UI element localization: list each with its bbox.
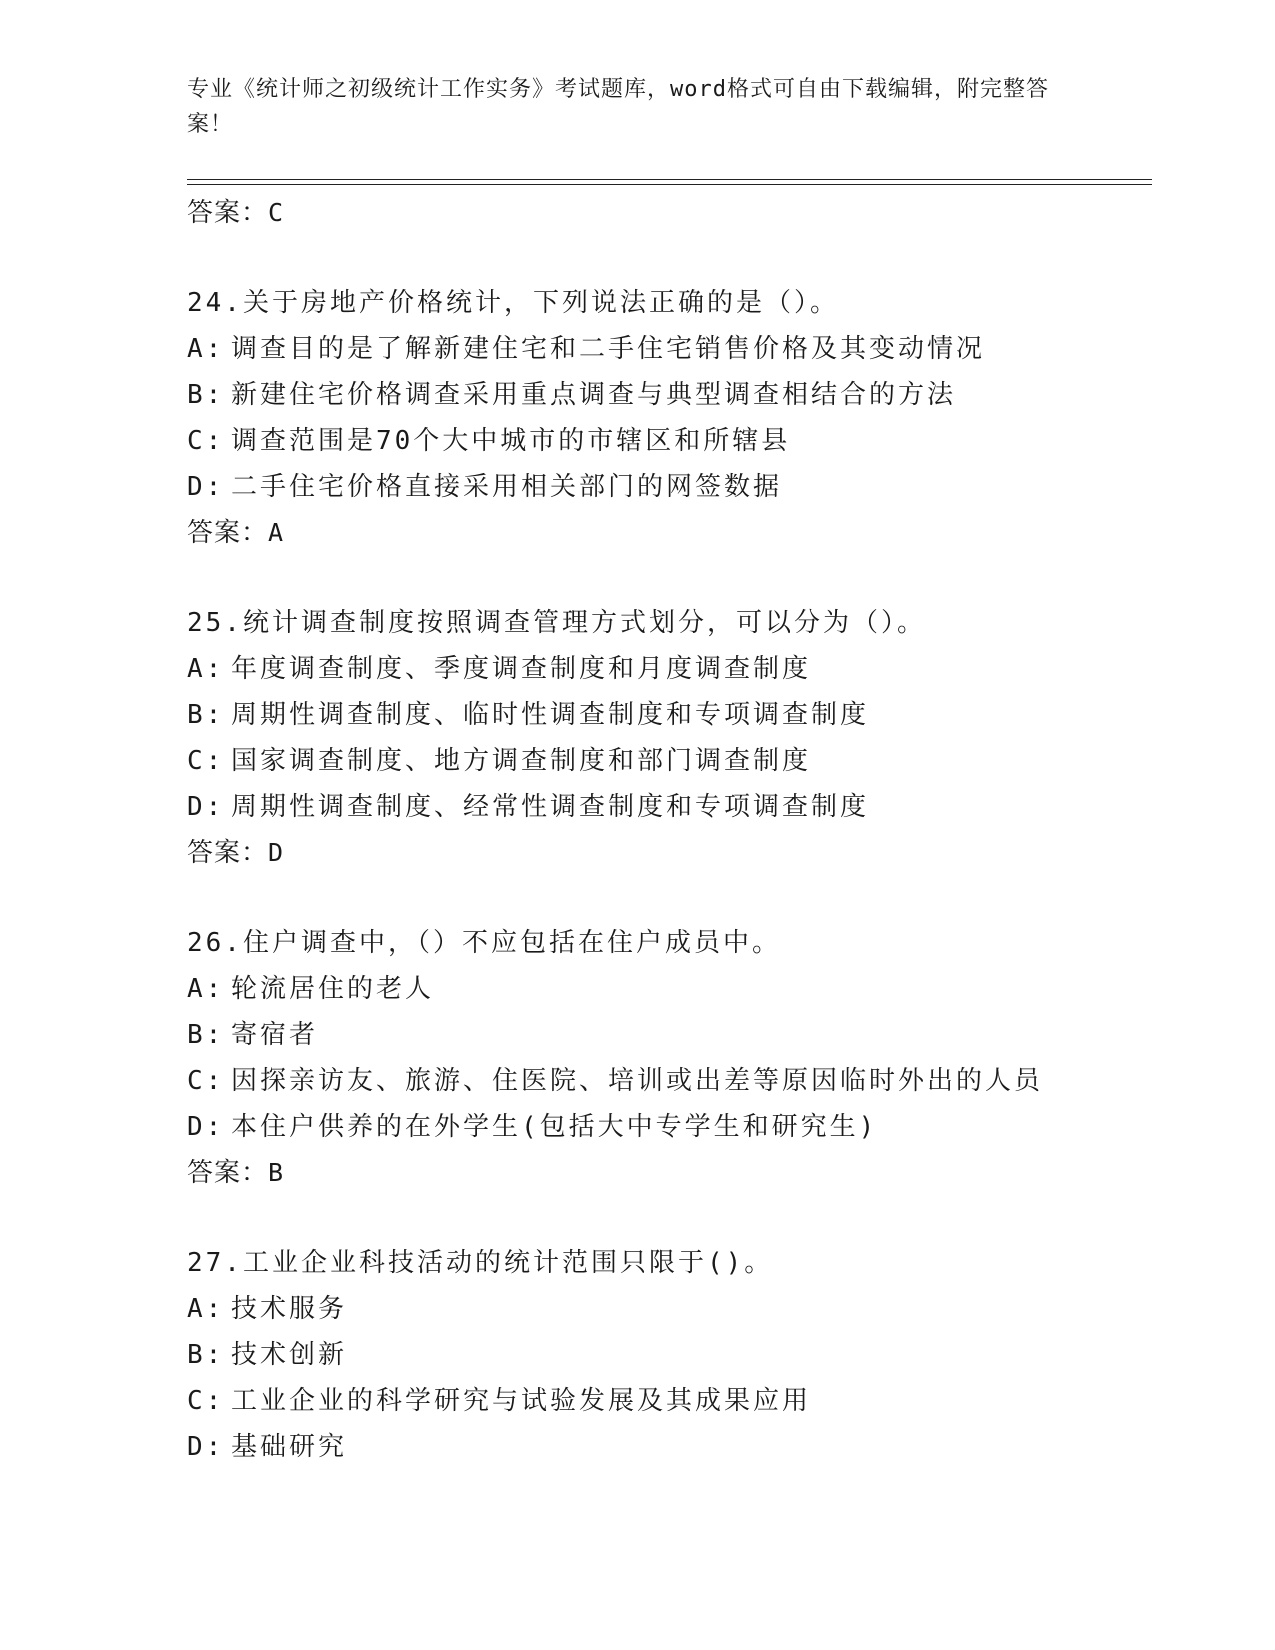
option-c <box>187 738 1147 784</box>
question-block <box>187 600 1147 876</box>
answer-line <box>187 190 1147 236</box>
answer-label: 答案： <box>187 838 269 868</box>
question-block <box>187 280 1147 556</box>
option-letter: C: <box>187 1386 225 1416</box>
option-text: 技术创新 <box>231 1340 348 1370</box>
option-d <box>187 784 1147 830</box>
answer-line <box>187 1150 1147 1196</box>
option-a <box>187 966 1147 1012</box>
option-letter: D: <box>187 472 225 502</box>
question-list <box>187 190 1147 1470</box>
option-letter: B: <box>187 1020 225 1050</box>
option-letter: A: <box>187 654 225 684</box>
option-letter: A: <box>187 974 225 1004</box>
option-d <box>187 1104 1147 1150</box>
option-c <box>187 1378 1147 1424</box>
answer-label: 答案： <box>187 198 269 228</box>
option-b <box>187 1012 1147 1058</box>
option-text: 工业企业的科学研究与试验发展及其成果应用 <box>231 1386 812 1416</box>
option-c <box>187 418 1147 464</box>
option-d <box>187 464 1147 510</box>
option-letter: B: <box>187 1340 225 1370</box>
option-text: 周期性调查制度、经常性调查制度和专项调查制度 <box>231 792 870 822</box>
option-a <box>187 646 1147 692</box>
option-text: 寄宿者 <box>231 1020 319 1050</box>
option-letter: D: <box>187 1112 225 1142</box>
option-text: 周期性调查制度、临时性调查制度和专项调查制度 <box>231 700 870 730</box>
option-letter: C: <box>187 426 225 456</box>
option-letter: C: <box>187 746 225 776</box>
question-stem: 25.统计调查制度按照调查管理方式划分，可以分为（）。 <box>187 608 926 638</box>
option-text: 年度调查制度、季度调查制度和月度调查制度 <box>231 654 812 684</box>
answer-value: A <box>268 518 285 547</box>
option-a <box>187 1286 1147 1332</box>
option-text: 国家调查制度、地方调查制度和部门调查制度 <box>231 746 812 776</box>
option-text: 二手住宅价格直接采用相关部门的网签数据 <box>231 472 783 502</box>
option-text: 新建住宅价格调查采用重点调查与典型调查相结合的方法 <box>231 380 957 410</box>
option-d <box>187 1424 1147 1470</box>
option-a <box>187 326 1147 372</box>
option-letter: D: <box>187 792 225 822</box>
option-text: 本住户供养的在外学生(包括大中专学生和研究生) <box>231 1112 878 1142</box>
option-letter: D: <box>187 1432 225 1462</box>
answer-label: 答案： <box>187 518 269 548</box>
header-rule-bottom <box>187 184 1152 185</box>
option-text: 基础研究 <box>231 1432 348 1462</box>
question-stem: 24.关于房地产价格统计，下列说法正确的是（）。 <box>187 288 839 318</box>
question-block <box>187 920 1147 1196</box>
option-text: 调查目的是了解新建住宅和二手住宅销售价格及其变动情况 <box>231 334 986 364</box>
option-letter: A: <box>187 334 225 364</box>
option-letter: B: <box>187 700 225 730</box>
question-block <box>187 1240 1147 1470</box>
option-c <box>187 1058 1147 1104</box>
header-rule-top <box>187 179 1152 180</box>
question-stem: 26.住户调查中，（）不应包括在住户成员中。 <box>187 928 781 958</box>
option-letter: C: <box>187 1066 225 1096</box>
option-text: 轮流居住的老人 <box>231 974 435 1004</box>
answer-value: D <box>268 838 285 867</box>
answer-label: 答案： <box>187 1158 269 1188</box>
option-b <box>187 372 1147 418</box>
option-b <box>187 692 1147 738</box>
answer-value: B <box>268 1158 285 1187</box>
option-letter: A: <box>187 1294 225 1324</box>
answer-line <box>187 830 1147 876</box>
option-b <box>187 1332 1147 1378</box>
answer-line <box>187 510 1147 556</box>
option-text: 技术服务 <box>231 1294 348 1324</box>
option-text: 因探亲访友、旅游、住医院、培训或出差等原因临时外出的人员 <box>231 1066 1044 1096</box>
option-letter: B: <box>187 380 225 410</box>
document-header: 专业《统计师之初级统计工作实务》考试题库，word格式可自由下载编辑，附完整答案！ <box>187 77 1049 137</box>
answer-value: C <box>268 198 285 227</box>
option-text: 调查范围是70个大中城市的市辖区和所辖县 <box>231 426 791 456</box>
question-stem: 27.工业企业科技活动的统计范围只限于()。 <box>187 1248 774 1278</box>
